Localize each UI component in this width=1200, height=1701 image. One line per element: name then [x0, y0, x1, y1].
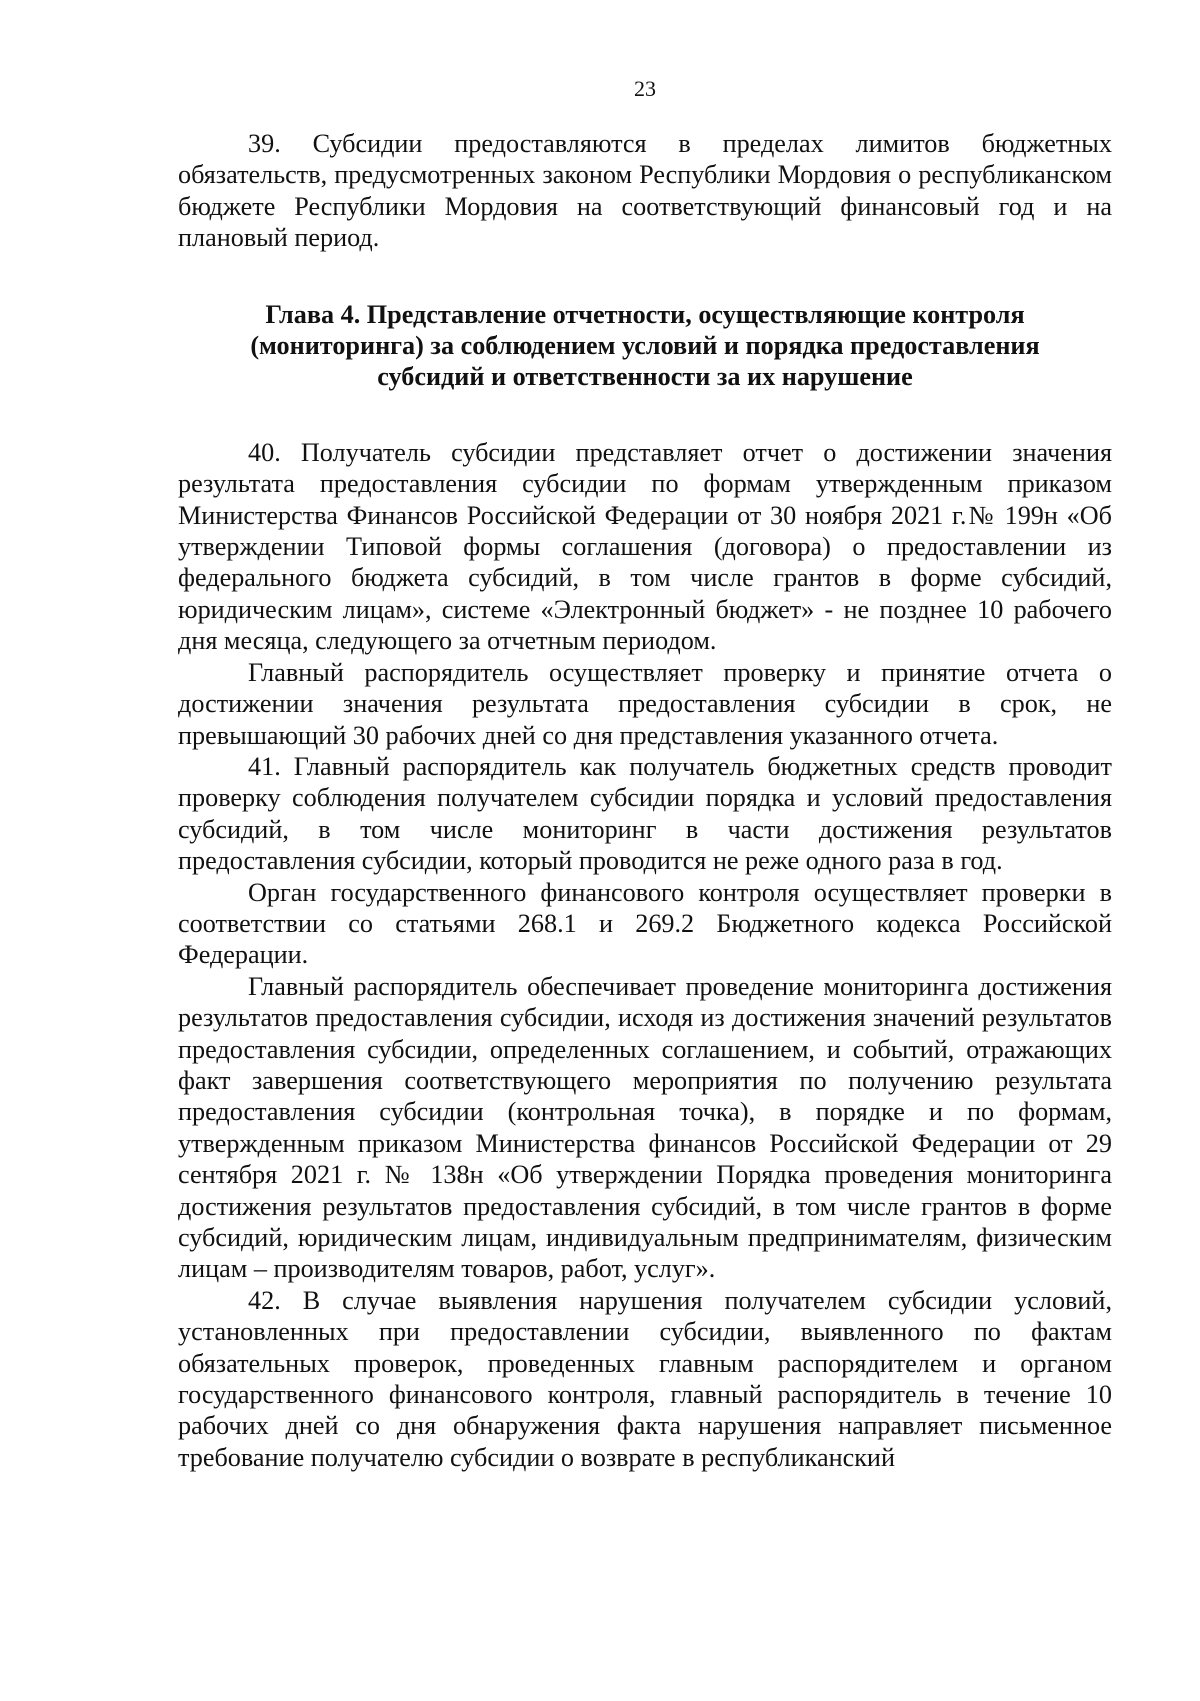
- paragraph-41-monitoring: Главный распорядитель обеспечивает проведение мониторинга достижения результатов предоставления субсидии, исходя из достижения значений результатов предоставления субсидии, определенных соглашением, и событий, отражающих факт завершения соответствующего мероприятия по получению результата предоставления субсидии (контрольная точка), в порядке и по формам, утвержденным приказом Министерства финансов Российской Федерации от 29 сентября 2021 г. № 138н «Об утверждении Порядка проведения мониторинга достижения результатов предоставления субсидий, в том числе грантов в форме субсидий, юридическим лицам, индивидуальным предпринимателям, физическим лицам – производителям товаров, работ, услуг».: [178, 971, 1112, 1284]
- chapter-heading-line-3: субсидий и ответственности за их нарушение: [377, 362, 913, 392]
- paragraph-40: 40. Получатель субсидии представляет отчет о достижении значения результата предоставления субсидии по формам утвержденным приказом Министерства Финансов Российской Федерации от 30 ноября 2021 г.№ 199н «Об утверждении Типовой формы соглашения (договора) о предоставлении из федерального бюджета субсидий, в том числе грантов в форме субсидий, юридическим лицам», системе «Электронный бюджет» - не позднее 10 рабочего дня месяца, следующего за отчетным периодом.: [178, 437, 1112, 656]
- paragraph-41-financial-control: Орган государственного финансового контроля осуществляет проверки в соответствии со статьями 268.1 и 269.2 Бюджетного кодекса Российской Федерации.: [178, 877, 1112, 970]
- page-number: 23: [634, 76, 656, 101]
- chapter-heading-line-1: Глава 4. Представление отчетности, осуществляющие контроля: [265, 299, 1025, 329]
- chapter-heading: [178, 299, 1112, 393]
- paragraph-40-report-check: Главный распорядитель осуществляет проверку и принятие отчета о достижении значения результата предоставления субсидии в срок, не превышающий 30 рабочих дней со дня представления указанного отчета.: [178, 657, 1112, 750]
- chapter-heading-line-2: (мониторинга) за соблюдением условий и порядка предоставления: [250, 331, 1040, 361]
- document-page: [178, 0, 1112, 1701]
- paragraph-39: 39. Субсидии предоставляются в пределах лимитов бюджетных обязательств, предусмотренных законом Республики Мордовия о республиканском бюджете Республики Мордовия на соответствующий финансовый год и на плановый период.: [178, 129, 1112, 253]
- paragraph-42: 42. В случае выявления нарушения получателем субсидии условий, установленных при предоставлении субсидии, выявленного по фактам обязательных проверок, проведенных главным распорядителем и органом государственного финансового контроля, главный распорядитель в течение 10 рабочих дней со дня обнаружения факта нарушения направляет письменное требование получателю субсидии о возврате в республиканский: [178, 1285, 1112, 1472]
- paragraph-41: 41. Главный распорядитель как получатель бюджетных средств проводит проверку соблюдения получателем субсидии порядка и условий предоставления субсидий, в том числе мониторинг в части достижения результатов предоставления субсидии, который проводится не реже одного раза в год.: [178, 751, 1112, 876]
- document-body: [178, 128, 1112, 1473]
